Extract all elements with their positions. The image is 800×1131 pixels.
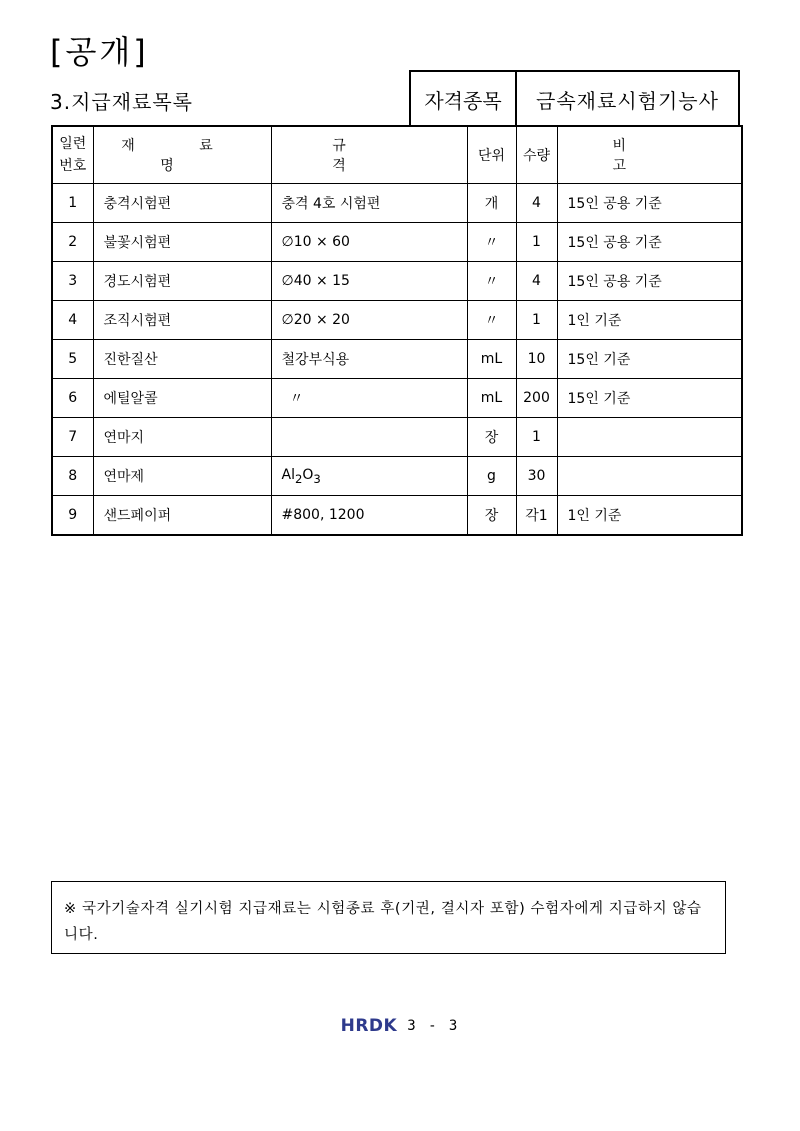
table-row [52, 379, 742, 418]
material-quantity: 10 [516, 340, 557, 379]
material-spec: ∅10 × 60 [271, 223, 467, 262]
material-spec: 충격 4호 시험편 [271, 184, 467, 223]
material-spec [271, 418, 467, 457]
qualification-value: 금속재료시험기능사 [536, 88, 719, 113]
formula-base: Al [281, 466, 295, 483]
material-quantity: 1 [516, 301, 557, 340]
material-quantity: 4 [516, 184, 557, 223]
header-serial-number [52, 126, 93, 184]
header-serial-line2: 번호 [59, 158, 87, 174]
material-quantity: 200 [516, 379, 557, 418]
material-name: 에틸알콜 [93, 379, 271, 418]
materials-table [51, 125, 743, 536]
material-unit: g [467, 457, 516, 496]
table-row [52, 418, 742, 457]
material-name: 충격시험편 [93, 184, 271, 223]
row-number: 6 [52, 379, 93, 418]
material-remark: 1인 기준 [557, 301, 742, 340]
material-spec: ∅20 × 20 [271, 301, 467, 340]
formula-subscript: 2 [294, 471, 303, 486]
page-number: 3 - 3 [407, 1018, 460, 1034]
notice-text: ※ 국가기술자격 실기시험 지급재료는 시험종료 후(기권, 결시자 포함) 수험자에게 지급하지 않습니다. [64, 901, 702, 943]
material-remark: 15인 기준 [557, 340, 742, 379]
table-row [52, 184, 742, 223]
table-row [52, 301, 742, 340]
material-remark [557, 457, 742, 496]
material-name: 조직시험편 [93, 301, 271, 340]
row-number: 3 [52, 262, 93, 301]
material-quantity: 30 [516, 457, 557, 496]
table-row [52, 496, 742, 536]
row-number: 8 [52, 457, 93, 496]
material-remark: 15인 기준 [557, 379, 742, 418]
material-spec: ∅40 × 15 [271, 262, 467, 301]
row-number: 4 [52, 301, 93, 340]
material-quantity: 1 [516, 418, 557, 457]
material-unit: mL [467, 340, 516, 379]
material-name: 진한질산 [93, 340, 271, 379]
material-remark: 1인 기준 [557, 496, 742, 536]
material-quantity: 각1 [516, 496, 557, 536]
table-row [52, 262, 742, 301]
material-unit: 장 [467, 496, 516, 536]
material-spec: #800, 1200 [271, 496, 467, 536]
header-quantity: 수량 [516, 126, 557, 184]
material-unit: 개 [467, 184, 516, 223]
table-row [52, 223, 742, 262]
material-unit: 〃 [467, 223, 516, 262]
material-name: 불꽃시험편 [93, 223, 271, 262]
row-number: 2 [52, 223, 93, 262]
material-name: 샌드페이퍼 [93, 496, 271, 536]
row-number: 7 [52, 418, 93, 457]
material-spec [271, 457, 467, 496]
material-name: 연마제 [93, 457, 271, 496]
material-quantity: 1 [516, 223, 557, 262]
material-remark: 15인 공용 기준 [557, 223, 742, 262]
material-name: 경도시험편 [93, 262, 271, 301]
row-number: 1 [52, 184, 93, 223]
table-row [52, 340, 742, 379]
material-remark [557, 418, 742, 457]
section-title: 3.지급재료목록 [50, 90, 194, 114]
row-number: 9 [52, 496, 93, 536]
formula-element: O [302, 466, 314, 483]
header-unit: 단위 [467, 126, 516, 184]
table-header-row [52, 126, 742, 184]
header-material-name: 재 료 명 [93, 126, 271, 184]
formula-subscript: 3 [313, 471, 321, 486]
material-remark: 15인 공용 기준 [557, 262, 742, 301]
material-unit: mL [467, 379, 516, 418]
row-number: 5 [52, 340, 93, 379]
material-unit: 장 [467, 418, 516, 457]
page-footer [0, 1016, 800, 1036]
header-spec: 규 격 [271, 126, 467, 184]
header-serial-line1: 일련 [59, 136, 87, 152]
material-name: 연마지 [93, 418, 271, 457]
material-quantity: 4 [516, 262, 557, 301]
hrdk-logo: HRDK [340, 1016, 398, 1036]
notice-box [51, 881, 726, 954]
material-remark: 15인 공용 기준 [557, 184, 742, 223]
material-unit: 〃 [467, 301, 516, 340]
qualification-label: 자격종목 [411, 72, 517, 126]
material-spec: 〃 [271, 379, 467, 418]
material-spec: 철강부식용 [271, 340, 467, 379]
material-unit: 〃 [467, 262, 516, 301]
disclosure-tag: [공개] [50, 33, 149, 71]
table-row [52, 457, 742, 496]
header-remark: 비 고 [557, 126, 742, 184]
qualification-box [409, 70, 740, 126]
